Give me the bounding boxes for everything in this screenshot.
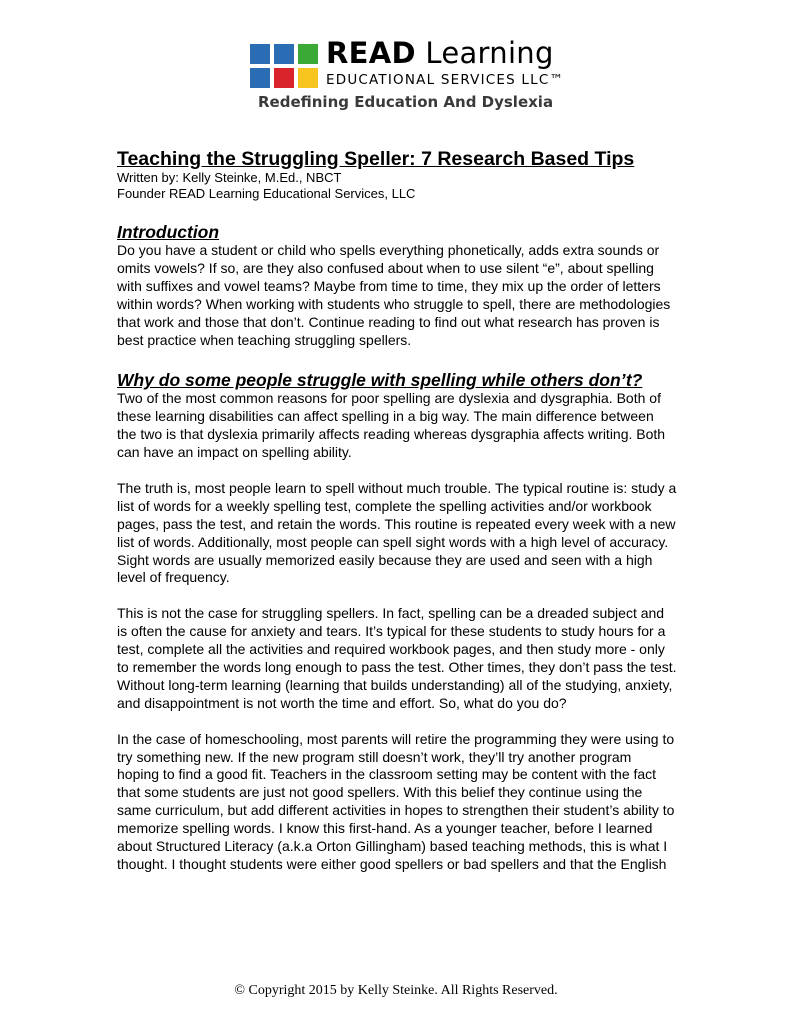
logo-color-grid — [250, 44, 320, 90]
document-title: Teaching the Struggling Speller: 7 Research Based Tips — [117, 148, 635, 170]
section-heading-introduction: Introduction — [117, 222, 220, 242]
paragraph: Two of the most common reasons for poor spelling are dyslexia and dysgraphia. Both of these learning disabilities can affect spelling in a big way. The main difference between the two is that dyslexia primarily affects reading whereas dysgraphia affects writing. Both can have an impact on spelling ability. — [117, 390, 666, 461]
brand-name-bold: READ — [326, 36, 416, 70]
section-heading-why-struggle: Why do some people struggle with spelling while others don’t? — [117, 370, 643, 391]
brand-name-light: Learning — [425, 36, 554, 70]
logo-square-blue — [250, 68, 270, 88]
paragraph: Do you have a student or child who spells everything phonetically, adds extra sounds or omits vowels? If so, are they also confused about when to use silent “e”, about spelling with suffixes and vowel teams? Maybe from time to time, they mix up the order of letters within words? When working with students who struggle to spell, there are methodologies that work and those that don’t. Continue reading to find out what research has proven is best practice when teaching struggling spellers. — [117, 242, 671, 348]
founder-line: Founder READ Learning Educational Services, LLC — [117, 186, 416, 201]
author-line: Written by: Kelly Steinke, M.Ed., NBCT — [117, 170, 342, 185]
paragraph: In the case of homeschooling, most parents will retire the programming they were using to try something new. If the new program still doesn’t work, they’ll try another program hoping to find a good fit. Teachers in the classroom setting may be content with the fact that some students are just not good spellers. With this belief they continue using the same curriculum, but add different activities in hopes to strengthen their student’s ability to memorize spelling words. I know this first-hand. As a younger teacher, before I learned about Structured Literacy (a.k.a Orton Gillingham) based teaching methods, this is what I thought. I thought students were either good spellers or bad spellers and that the English — [117, 730, 675, 872]
brand-tagline: Redefining Education And Dyslexia — [258, 93, 554, 111]
logo-square-green — [298, 44, 318, 64]
copyright-footer: © Copyright 2015 by Kelly Steinke. All Rights Reserved. — [234, 983, 558, 998]
paragraph: The truth is, most people learn to spell without much trouble. The typical routine is: study a list of words for a weekly spelling test, complete the spelling activities and/or workbook pages, pass the test, and retain the words. This routine is repeated every week with a new list of words. Additionally, most people can spell sight words with a high level of accuracy. Sight words are usually memorized easily because they are used and seen with a high level of frequency. — [117, 479, 677, 586]
logo-square-blue — [250, 44, 270, 64]
logo-square-red — [274, 68, 294, 88]
paragraph: This is not the case for struggling spellers. In fact, spelling can be a dreaded subject and is often the cause for anxiety and tears. It’s typical for these students to study hours for a test, complete all the activities and required workbook pages, and then study more - only to remember the words long enough to pass the test. Other times, they don’t pass the test. Without long-term learning (learning that builds understanding) all of the studying, anxiety, and disappointment is not worth the time and effort. So, what do you do? — [117, 605, 677, 711]
logo-square-yellow — [298, 68, 318, 88]
brand-subtitle: EDUCATIONAL SERVICES LLC™ — [326, 72, 565, 88]
document-body — [117, 148, 677, 874]
logo-square-blue — [274, 44, 294, 64]
brand-name — [326, 36, 554, 70]
